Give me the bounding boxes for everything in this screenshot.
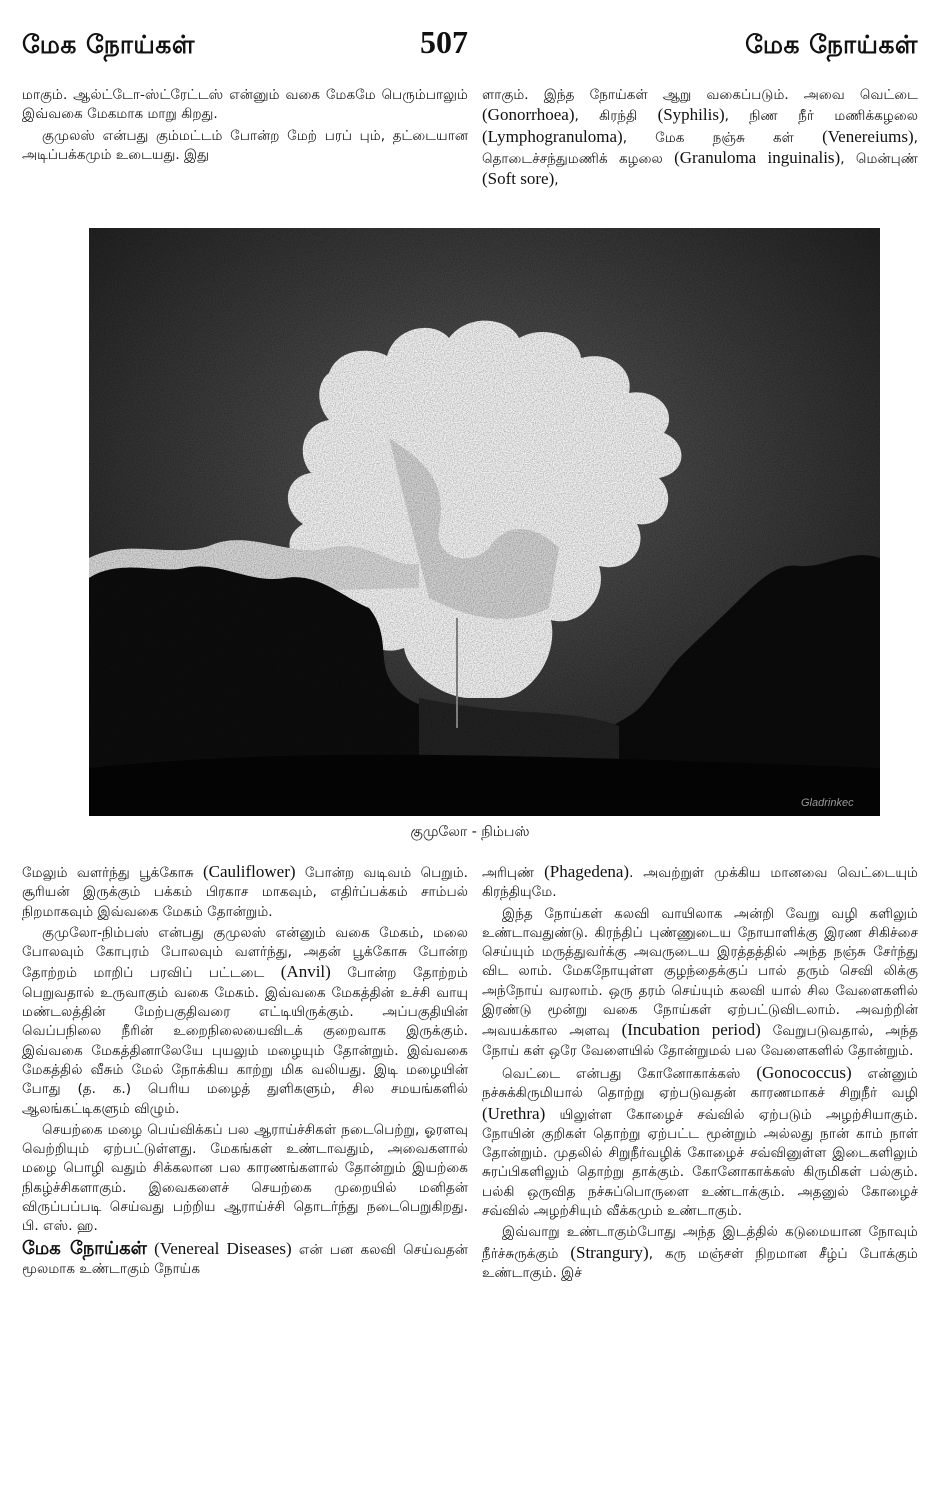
top-left-column [22,86,468,167]
running-title-right: மேக நோய்கள் [745,30,918,59]
paragraph: குமுலோ-நிம்பஸ் என்பது குமுலஸ் என்னும் வகை மேகம், மலை போலவும் கோபுரம் போலவும் வளர்ந்து, அதன் பூக்கோசு போன்ற தோற்றம் மாறிப் பரவிப் பட்டடை (Anvil) போன்ற தோற்றம் பெறுவதால் உருவாகும் வகை மேகம். இவ்வகை மேகத்தின் உச்சி வாயு மண்டலத்தின் மேற்பகுதிவரை எட்டியிருக்கும். அப்பகுதியின் வெப்பநிலை நீரின் உறைநிலையைவிடக் குறைவாக இருக்கும். இவ்வகை மேகத்தினாலேயே புயலும் மழையும் தோன்றும். இவ்வகை மேகத்தில் வீசும் மேல் நோக்கிய காற்று மிக வலியது. இடி மழையின் போது (த. க.) பெரிய மழைத் துளிகளும், சில சமயங்களில் ஆலங்கட்டிகளும் விழும். [22,924,468,1117]
latin-term: (Venereal Diseases) [154,1238,292,1258]
latin-term: (Phagedena) [544,862,630,881]
latin-term: (Lymphogranuloma) [482,126,623,146]
latin-term: (Incubation period) [621,1020,761,1040]
paragraph: மேலும் வளர்ந்து பூக்கோசு (Cauliflower) போன்ற வடிவம் பெறும். சூரியன் இருக்கும் பக்கம் பிரகாச மாகவும், எதிர்ப்பக்கம் சாம்பல் நிறமாகவும் இவ்வகை மேகம் தோன்றும். [22,862,468,920]
top-right-column [482,86,918,192]
entry-heading: மேக நோய்கள் [22,1237,147,1259]
latin-term: (Gonococcus) [756,1062,852,1082]
photo-caption: குமுலோ - நிம்பஸ் [410,824,530,840]
latin-term: (Cauliflower) [203,862,296,881]
latin-term: (Gonorrhoea) [482,105,575,125]
bottom-right-column [482,862,918,1285]
latin-term: (Syphilis) [657,105,725,125]
paragraph: மாகும். ஆல்ட்டோ-ஸ்ட்ரேட்டஸ் என்னும் வகை மேகமே பெரும்பாலும் இவ்வகை மேகமாக மாறு கிறது. [22,87,468,123]
bottom-left-column [22,862,468,1281]
running-title-left: மேக நோய்கள் [22,30,195,59]
paragraph: இவ்வாறு உண்டாகும்போது அந்த இடத்தில் கடுமையான நோவும் நீர்ச்சுருக்கும் (Strangury), கரு மஞ்சள் நிறமான சீழ்ப் போக்கும் உண்டாகும். இச் [482,1224,918,1281]
latin-term: (Granuloma inguinalis) [674,147,841,167]
latin-term: (Soft sore) [482,169,555,189]
paragraph: செயற்கை மழை பெய்விக்கப் பல ஆராய்ச்சிகள் நடைபெற்று, ஓரளவு வெற்றியும் ஏற்பட்டுள்ளது. மேகங்கள் உண்டாவதும், அவைகளால் மழை பொழி வதும் சிக்கலான பல காரணங்களால் தோன்றும் இயற்கை நிகழ்ச்சிகளாகும். இவைகளைச் செயற்கை முறையில் மனிதன் விருப்பப்படி செய்வது பற்றிய ஆராய்ச்சி தொடர்ந்து நடைபெறுகிறது. பி. எஸ். ஹ. [22,1121,468,1235]
paragraph: இந்த நோய்கள் கலவி வாயிலாக அன்றி வேறு வழி களிலும் உண்டாவதுண்டு. கிரந்திப் புண்ணுடைய நோயாளிக்கு இரண சிகிச்சை செய்யும் மருத்துவர்க்கு அவருடைய இரத்தத்தில் அந்த நஞ்சு சேர்ந்து விட லாம். மேகநோயுள்ள குழந்தைக்குப் பால் தரும் செவி லிக்கு அந்நோய் வரலாம். ஒரு தரம் செய்யும் கலவி யால் சில வேளைகளில் இரண்டு மூன்று வகை நோய்கள் ஏற்பட்டுவிடலாம். அவற்றின் அவயக்கால அளவு (Incubation period) வேறுபடுவதால், அந்த நோய் கள் ஒரே வேளையில் தோன்றுமல் பல வேளைகளில் தோன்றும். [482,905,919,1059]
latin-term: (Anvil) [280,962,331,982]
paragraph: ளாகும். இந்த நோய்கள் ஆறு வகைப்படும். அவை வெட்டை (Gonorrhoea), கிரந்தி (Syphilis), நிண நீர் மணிக்கழலை (Lymphogranuloma), மேக நஞ்சு கள் (Venereiums), தொடைச்சந்துமணிக் கழலை (Granuloma inguinalis), மென்புண் (Soft sore), [482,87,918,189]
latin-term: (Urethra) [482,1103,546,1123]
latin-term: (Venereiums) [822,126,914,146]
paragraph: வெட்டை என்பது கோனோகாக்கஸ் (Gonococcus) என்னும் நச்சுக்கிருமியால் தொற்று ஏற்படுவதன் காரணமாகச் சிறுநீர் வழி (Urethra) யிலுள்ள கோழைச் சவ்வில் ஏற்படும் அழற்சியாகும். நோயின் குறிகள் தொற்று ஏற்பட்ட மூன்றும் அல்லது நான் காம் நாள் தோன்றும். முதலில் சிறுநீர்வழிக் கோழைச் சவ்வினுள்ள இடைகளிலும் சுரப்பிகளிலும் தொற்று தாக்கும். கோனோகாக்கஸ் கிருமிகள் பல்கும். பல்கி ஒருவித நச்சுப்பொருளை உண்டாக்கும். அதனுல் கோழைச் சவ்வில் அழற்சியும் வீக்கமும் உண்டாகும். [482,1062,918,1220]
page-number: 507 [420,24,468,60]
latin-term: (Strangury) [570,1242,649,1262]
page-header [0,0,940,70]
paragraph: குமுலஸ் என்பது கும்மட்டம் போன்ற மேற் பரப் பும், தட்டையான அடிப்பக்கமும் உடையது. இது [22,127,468,163]
cumulonimbus-photo [89,228,880,816]
paragraph: அரிபுண் (Phagedena). அவற்றுள் முக்கிய மானவை வெட்டையும் கிரந்தியுமே. [482,862,918,901]
photo-credit: Gladrinkec [801,797,854,809]
entry-paragraph: மேக நோய்கள் (Venereal Diseases) என் பன கலவி செய்வதன் மூலமாக உண்டாகும் நோய்க [22,1237,468,1277]
